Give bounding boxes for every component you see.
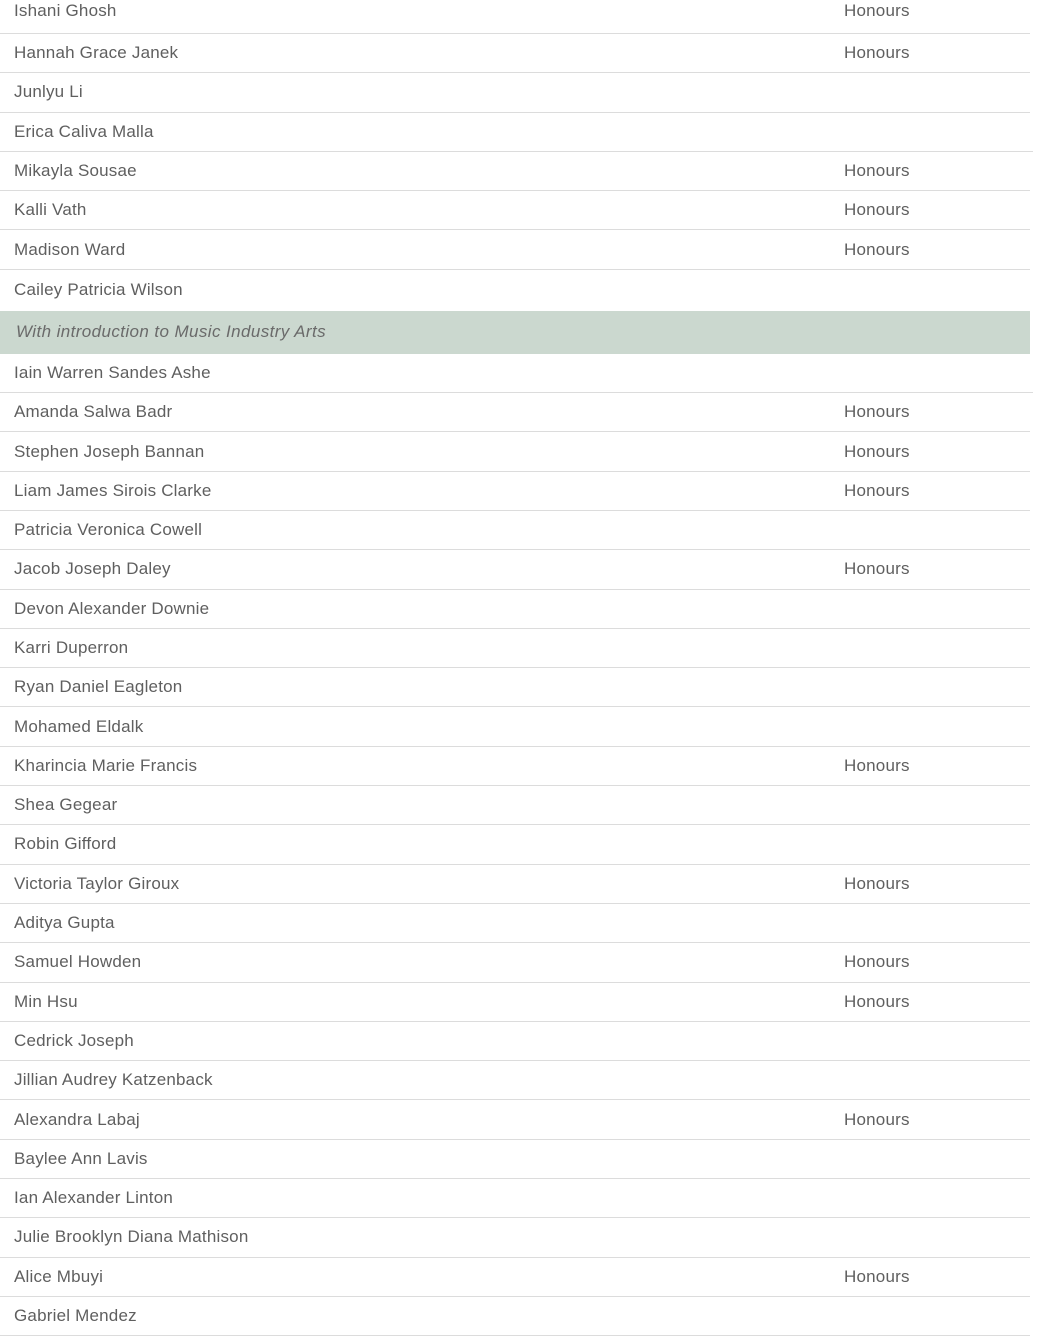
- table-row: [0, 1258, 1030, 1297]
- table-row: [0, 786, 1030, 825]
- table-row: [0, 354, 1033, 393]
- graduate-name: Patricia Veronica Cowell: [14, 520, 203, 540]
- table-row: [0, 1022, 1030, 1061]
- graduate-name: Amanda Salwa Badr: [14, 402, 173, 422]
- graduate-name: Junlyu Li: [14, 82, 83, 102]
- table-row: [0, 707, 1030, 746]
- graduate-name: Jacob Joseph Daley: [14, 559, 171, 579]
- table-row: [0, 1218, 1030, 1257]
- table-row: [0, 590, 1030, 629]
- graduate-name: Aditya Gupta: [14, 913, 115, 933]
- graduate-name: Iain Warren Sandes Ashe: [14, 362, 211, 382]
- honours-label: Honours: [844, 1109, 910, 1129]
- honours-label: Honours: [844, 0, 910, 20]
- table-row: [0, 432, 1030, 471]
- graduate-name: Madison Ward: [14, 239, 126, 259]
- table-row: [0, 1100, 1030, 1139]
- graduate-group-1: [0, 0, 1037, 311]
- graduate-group-2: [0, 354, 1037, 1336]
- graduate-name: Ryan Daniel Eagleton: [14, 677, 183, 697]
- table-row: [0, 1061, 1030, 1100]
- graduate-name: Min Hsu: [14, 991, 78, 1011]
- graduate-name: Stephen Joseph Bannan: [14, 441, 205, 461]
- graduate-name: Mikayla Sousae: [14, 161, 137, 181]
- honours-label: Honours: [844, 480, 910, 500]
- table-row: [0, 270, 1030, 311]
- graduate-name: Alexandra Labaj: [14, 1109, 140, 1129]
- honours-label: Honours: [844, 559, 910, 579]
- graduate-name: Julie Brooklyn Diana Mathison: [14, 1227, 249, 1247]
- graduate-name: Alice Mbuyi: [14, 1266, 104, 1286]
- table-row: [0, 1179, 1030, 1218]
- table-row: [0, 865, 1030, 904]
- table-row: [0, 825, 1030, 864]
- honours-label: Honours: [844, 161, 910, 181]
- table-row: [0, 1297, 1030, 1336]
- table-row: [0, 1140, 1030, 1179]
- honours-label: Honours: [844, 200, 910, 220]
- graduate-name: Baylee Ann Lavis: [14, 1148, 148, 1168]
- table-row: [0, 152, 1030, 191]
- table-row: [0, 0, 1030, 34]
- graduate-name: Karri Duperron: [14, 638, 129, 657]
- graduate-name: Robin Gifford: [14, 834, 117, 854]
- table-row: [0, 904, 1030, 943]
- table-row: [0, 983, 1030, 1022]
- honours-label: Honours: [844, 402, 910, 422]
- table-row: [0, 747, 1030, 786]
- graduate-name: Ian Alexander Linton: [14, 1188, 174, 1208]
- table-row: [0, 34, 1030, 73]
- table-row: [0, 191, 1030, 230]
- table-row: [0, 668, 1030, 707]
- graduate-name: Devon Alexander Downie: [14, 598, 210, 618]
- honours-label: Honours: [844, 952, 910, 972]
- section-header: With introduction to Music Industry Arts: [0, 311, 1030, 354]
- honours-label: Honours: [844, 43, 910, 63]
- table-row: [0, 393, 1030, 432]
- table-row: [0, 472, 1030, 511]
- graduate-name: Victoria Taylor Giroux: [14, 873, 180, 893]
- table-row: [0, 113, 1033, 152]
- honours-label: Honours: [844, 991, 910, 1011]
- honours-label: Honours: [844, 239, 910, 259]
- graduate-name: Kalli Vath: [14, 200, 87, 220]
- table-row: [0, 73, 1030, 112]
- graduate-name: Hannah Grace Janek: [14, 43, 179, 63]
- graduate-name: Erica Caliva Malla: [14, 121, 154, 141]
- honours-label: Honours: [844, 441, 910, 461]
- graduate-name: Cedrick Joseph: [14, 1030, 134, 1050]
- graduate-name: Jillian Audrey Katzenback: [14, 1070, 213, 1090]
- table-row: [0, 550, 1030, 589]
- graduate-name: Cailey Patricia Wilson: [14, 280, 183, 300]
- graduate-name: Samuel Howden: [14, 952, 142, 972]
- table-row: [0, 230, 1030, 269]
- graduate-name: Kharincia Marie Francis: [14, 755, 198, 775]
- graduate-name: Shea Gegear: [14, 795, 118, 815]
- honours-label: Honours: [844, 873, 910, 893]
- graduate-name: Liam James Sirois Clarke: [14, 480, 212, 500]
- honours-label: Honours: [844, 1266, 910, 1286]
- graduate-name: Gabriel Mendez: [14, 1306, 137, 1326]
- graduate-name: Ishani Ghosh: [14, 0, 117, 20]
- table-row: [0, 943, 1030, 982]
- table-row: [0, 511, 1030, 550]
- table-row: [0, 629, 1030, 668]
- honours-label: Honours: [844, 755, 910, 775]
- graduate-name: Mohamed Eldalk: [14, 716, 144, 736]
